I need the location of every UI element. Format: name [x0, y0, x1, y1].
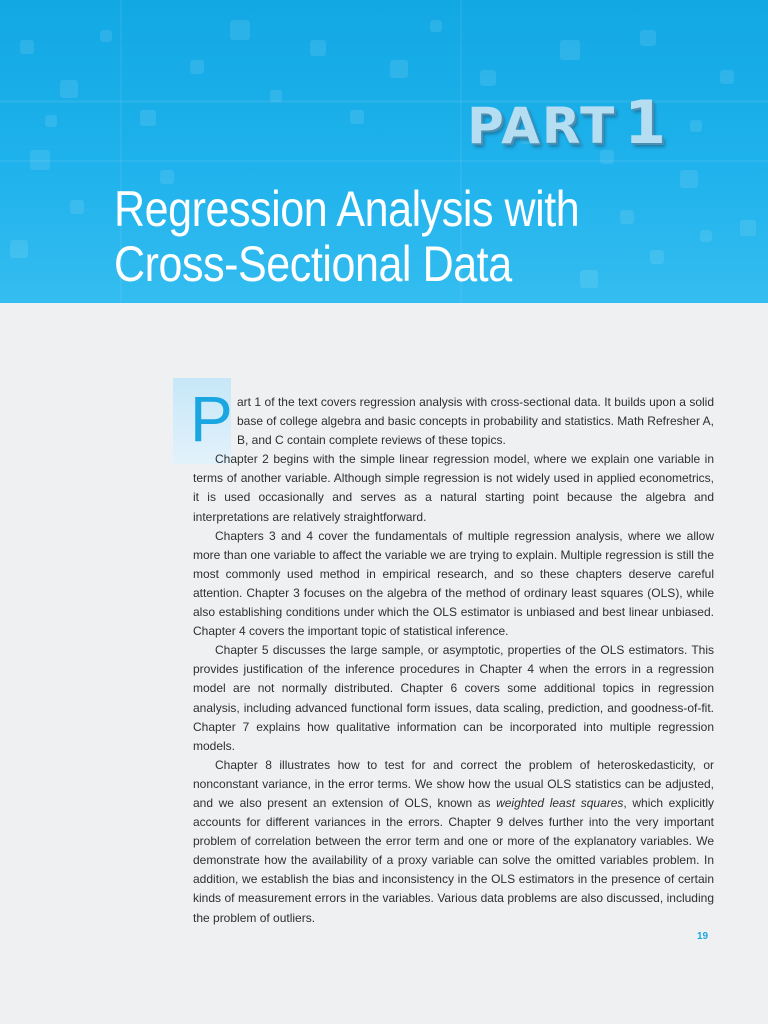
paragraph-1: art 1 of the text covers regression analysis with cross-sectional data. It builds upon a solid base of college algebra and basic concepts in probability and statistics. Math Refresher A, B, and C contain complete reviews of these topics.	[237, 395, 714, 448]
paragraph-4: Chapter 5 discusses the large sample, or asymptotic, properties of the OLS estimators. This provides justification of the inference procedures in Chapter 4 when the errors in a regression model are not normally distributed. Chapter 6 covers some additional topics in regression analysis, including advanced functional form issues, data scaling, prediction, and goodness-of-fit. Chapter 7 explains how qualitative information can be incorporated into multiple regression models.	[193, 643, 714, 753]
drop-cap-letter: P	[190, 383, 233, 455]
part-number: 1	[624, 88, 668, 158]
paragraph-5	[193, 756, 714, 928]
part-label	[467, 88, 668, 158]
body-text	[193, 393, 714, 928]
paragraph-5-after: , which explicitly accounts for different variances in the errors. Chapter 9 delves further into the very important problem of correlation between the error term and one or more of the explanatory variables. We demonstrate how the availability of a proxy variable can solve the omitted variables problem. In addition, we establish the bias and inconsistency in the OLS estimators in the presence of certain kinds of measurement errors in the variables. Various data problems are also discussed, including the problem of outliers.	[193, 795, 714, 925]
part-banner	[0, 0, 768, 303]
part-title-line-1: Regression Analysis with	[114, 181, 580, 237]
part-word: PART	[467, 97, 617, 155]
paragraph-5-before: Chapter 8 illustrates how to test for and correct the problem of heteroskedasticity, or nonconstant variance, in the error terms. We show how the usual OLS statistics can be adjusted, and we also present an extension of OLS, known as	[193, 757, 714, 810]
paragraph-2: Chapter 2 begins with the simple linear regression model, where we explain one variable in terms of another variable. Although simple regression is not widely used in applied econometrics, it is used occasionally and serves as a natural starting point because the algebra and interpretations are relatively straightforward.	[193, 452, 714, 524]
paragraph-3: Chapters 3 and 4 cover the fundamentals of multiple regression analysis, where we allow more than one variable to affect the variable we are trying to explain. Multiple regression is still the most commonly used method in empirical research, and so these chapters deserve careful attention. Chapter 3 focuses on the algebra of the method of ordinary least squares (OLS), while also establishing conditions under which the OLS estimator is unbiased and best linear unbiased. Chapter 4 covers the important topic of statistical inference.	[193, 528, 714, 639]
page-number: 19	[697, 931, 709, 942]
part-title-line-2: Cross-Sectional Data	[114, 236, 512, 292]
part-title	[114, 182, 647, 292]
paragraph-5-emphasis: weighted least squares	[496, 795, 624, 810]
